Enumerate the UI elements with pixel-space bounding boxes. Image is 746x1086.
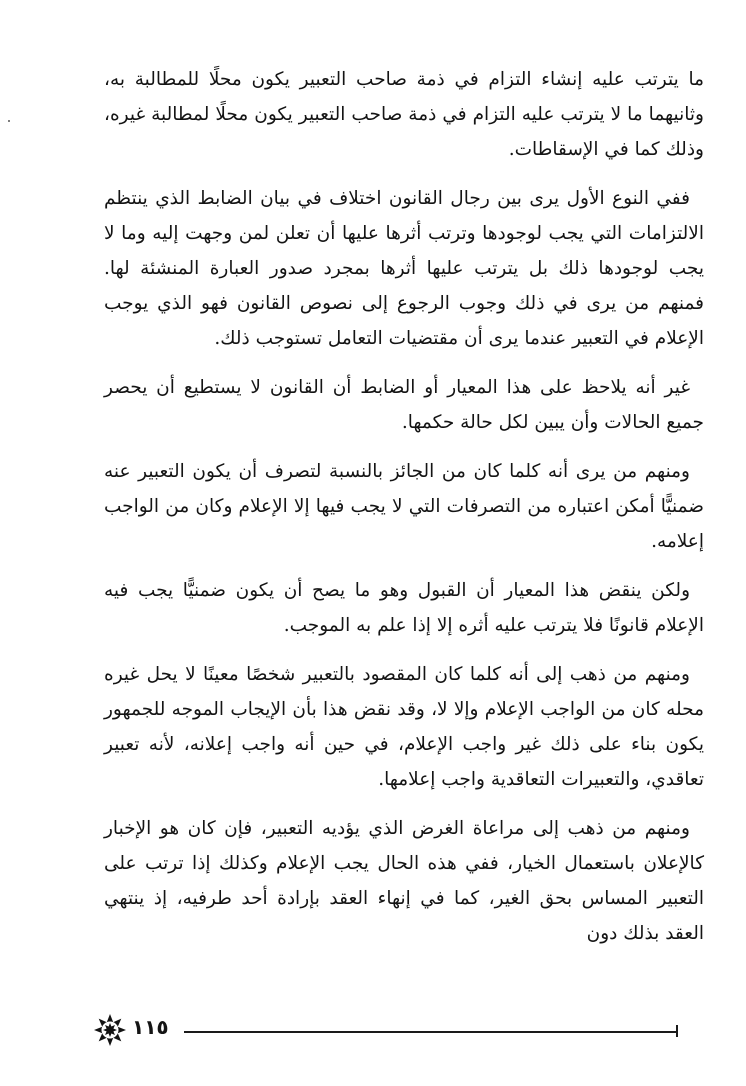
body-text (104, 62, 704, 965)
paragraph: ما يترتب عليه إنشاء التزام في ذمة صاحب التعبير يكون محلًا للمطالبة به، وثانيهما ما لا يترتب عليه التزام في ذمة صاحب التعبير يكون محلًا لمطالبة غيره، وذلك كما في الإسقاطات. (104, 69, 704, 160)
page-number: ١١٥ (132, 1015, 169, 1039)
paragraph: غير أنه يلاحظ على هذا المعيار أو الضابط أن القانون لا يستطيع أن يحصر جميع الحالات وأن يبين لكل حالة حكمها. (104, 377, 704, 433)
paragraph: ففي النوع الأول يرى بين رجال القانون اختلاف في بيان الضابط الذي ينتظم الالتزامات التي يجب لوجودها وترتب أثرها عليها أن تعلن لمن وجهت إليه وما لا يجب لوجودها ذلك بل يترتب عليها أثرها بمجرد صدور العبارة المنشئة لها. فمنهم من يرى في ذلك وجوب الرجوع إلى نصوص القانون فهو الذي يوجب الإعلام في التعبير عندما يرى أن مقتضيات التعامل تستوجب ذلك. (104, 188, 704, 349)
margin-speck (8, 120, 10, 122)
page-footer (92, 1010, 692, 1050)
paragraph: ومنهم من ذهب إلى مراعاة الغرض الذي يؤديه التعبير، فإن كان هو الإخبار كالإعلان باستعمال الخيار، ففي هذه الحال يجب الإعلام وكذلك إذا ترتب على التعبير المساس بحق الغير، كما في إنهاء العقد بإرادة أحد طرفيه، إذ ينتهي العقد بذلك دون (104, 818, 704, 944)
paragraph: ومنهم من ذهب إلى أنه كلما كان المقصود بالتعبير شخصًا معينًا لا يحل غيره محله كان من الواجب الإعلام وإلا لا، وقد نقض هذا بأن الإيجاب الموجه للجمهور يكون بناء على ذلك غير واجب الإعلام، في حين أنه واجب إعلانه، لأنه تعبير تعاقدي، والتعبيرات التعاقدية واجب إعلامها. (104, 664, 704, 790)
footer-rule-end (676, 1025, 678, 1037)
paragraph: ومنهم من يرى أنه كلما كان من الجائز بالنسبة لتصرف أن يكون التعبير عنه ضمنيًّا أمكن اعتباره من التصرفات التي لا يجب فيها إلا الإعلام وكان من الواجب إعلامه. (104, 461, 704, 552)
star-ornament-icon (92, 1012, 128, 1048)
footer-rule (184, 1031, 678, 1033)
paragraph: ولكن ينقض هذا المعيار أن القبول وهو ما يصح أن يكون ضمنيًّا يجب فيه الإعلام قانونًا فلا يترتب عليه أثره إلا إذا علم به الموجب. (104, 580, 704, 636)
